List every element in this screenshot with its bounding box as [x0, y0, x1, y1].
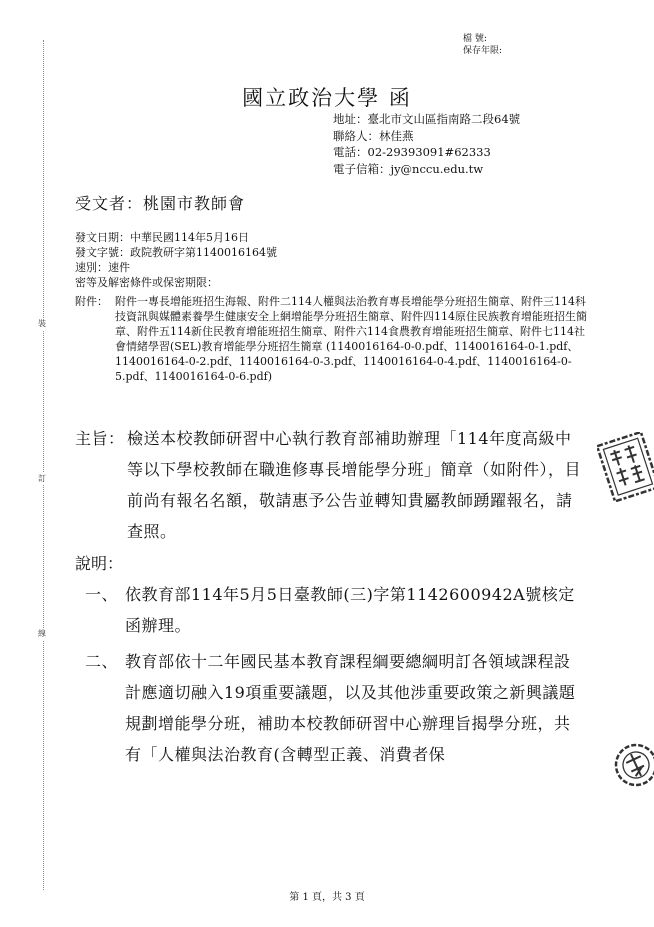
explanation-item	[85, 579, 585, 641]
item-text: 依教育部114年5月5日臺教師(三)字第1142600942A號核定函辦理。	[125, 585, 575, 635]
issue-date: 發文日期：中華民國114年5月16日	[75, 231, 249, 244]
receiver: 受文者：桃園市教師會	[75, 194, 246, 213]
phone: 電話：02-29393091#62333	[333, 145, 491, 159]
archive-info	[463, 33, 502, 57]
subject-label: 主旨：	[75, 429, 125, 448]
security-level: 密等及解密條件或保密期限：	[75, 276, 218, 289]
seal-stamp-icon	[597, 432, 654, 502]
subject	[75, 423, 585, 547]
item-number: 一、	[85, 585, 119, 604]
document-number: 發文字號：政院教研字第1140016164號	[75, 246, 277, 259]
contact-block	[333, 111, 520, 177]
explanation-item	[85, 646, 585, 770]
item-text: 教育部依十二年國民基本教育課程綱要總綱明訂各領域課程設計應適切融入19項重要議題，以及其他涉重要政策之新興議題規劃增能學分班，補助本校教師研習中心辦理旨揭學分班，共有「人權與法治教育(含轉型正義、消費者保	[125, 652, 576, 764]
contact-person: 聯絡人：林佳燕	[333, 128, 414, 143]
item-number: 二、	[85, 652, 119, 671]
binding-mark-xian: 線	[38, 629, 46, 638]
attachments	[75, 294, 595, 384]
address: 地址：臺北市文山區指南路二段64號	[333, 112, 521, 126]
seal-stamp-icon	[612, 735, 654, 795]
attachments-text: 附件一專長增能班招生海報、附件二114人權與法治教育專長增能學分班招生簡章、附件三114科技資訊與媒體素養學生健康安全上網增能學分班招生簡章、附件四114原住民族教育增能班招生簡章、附件五114新住民教育增能班招生簡章、附件六114食農教育增能班招生簡章、附件七114社會情緒學習(SEL)教育增能學分班招生簡章 (1140016164-0-0.pdf、1140016164-0-1.pdf、1140016164-0-2.pdf、1140016164-0-3.pdf、1140016164-0-4.pdf、1140016164-0-5.pdf、1140016164-0-6.pdf)	[115, 295, 587, 383]
retention-label: 保存年限:	[462, 46, 502, 56]
subject-text: 檢送本校教師研習中心執行教育部補助辦理「114年度高級中等以下學校教師在職進修專長增能學分班」簡章（如附件），目前尚有報名名額，敬請惠予公告並轉知貴屬教師踴躍報名，請查照。	[127, 429, 582, 541]
explanation-label: 說明：	[75, 554, 124, 573]
binding-mark-zhuang: 裝	[38, 319, 46, 328]
attachments-label: 附件：	[75, 295, 108, 308]
page-footer: 第 1 頁，共 3 頁	[289, 892, 365, 903]
binding-line	[43, 40, 44, 890]
delivery-speed: 速別：速件	[75, 261, 130, 274]
binding-mark-ding: 訂	[38, 474, 46, 483]
meta-block	[75, 230, 595, 290]
document-title: 國立政治大學 函	[242, 86, 412, 110]
email: 電子信箱：jy@nccu.edu.tw	[333, 161, 484, 176]
file-number-label: 檔 號:	[462, 34, 487, 44]
